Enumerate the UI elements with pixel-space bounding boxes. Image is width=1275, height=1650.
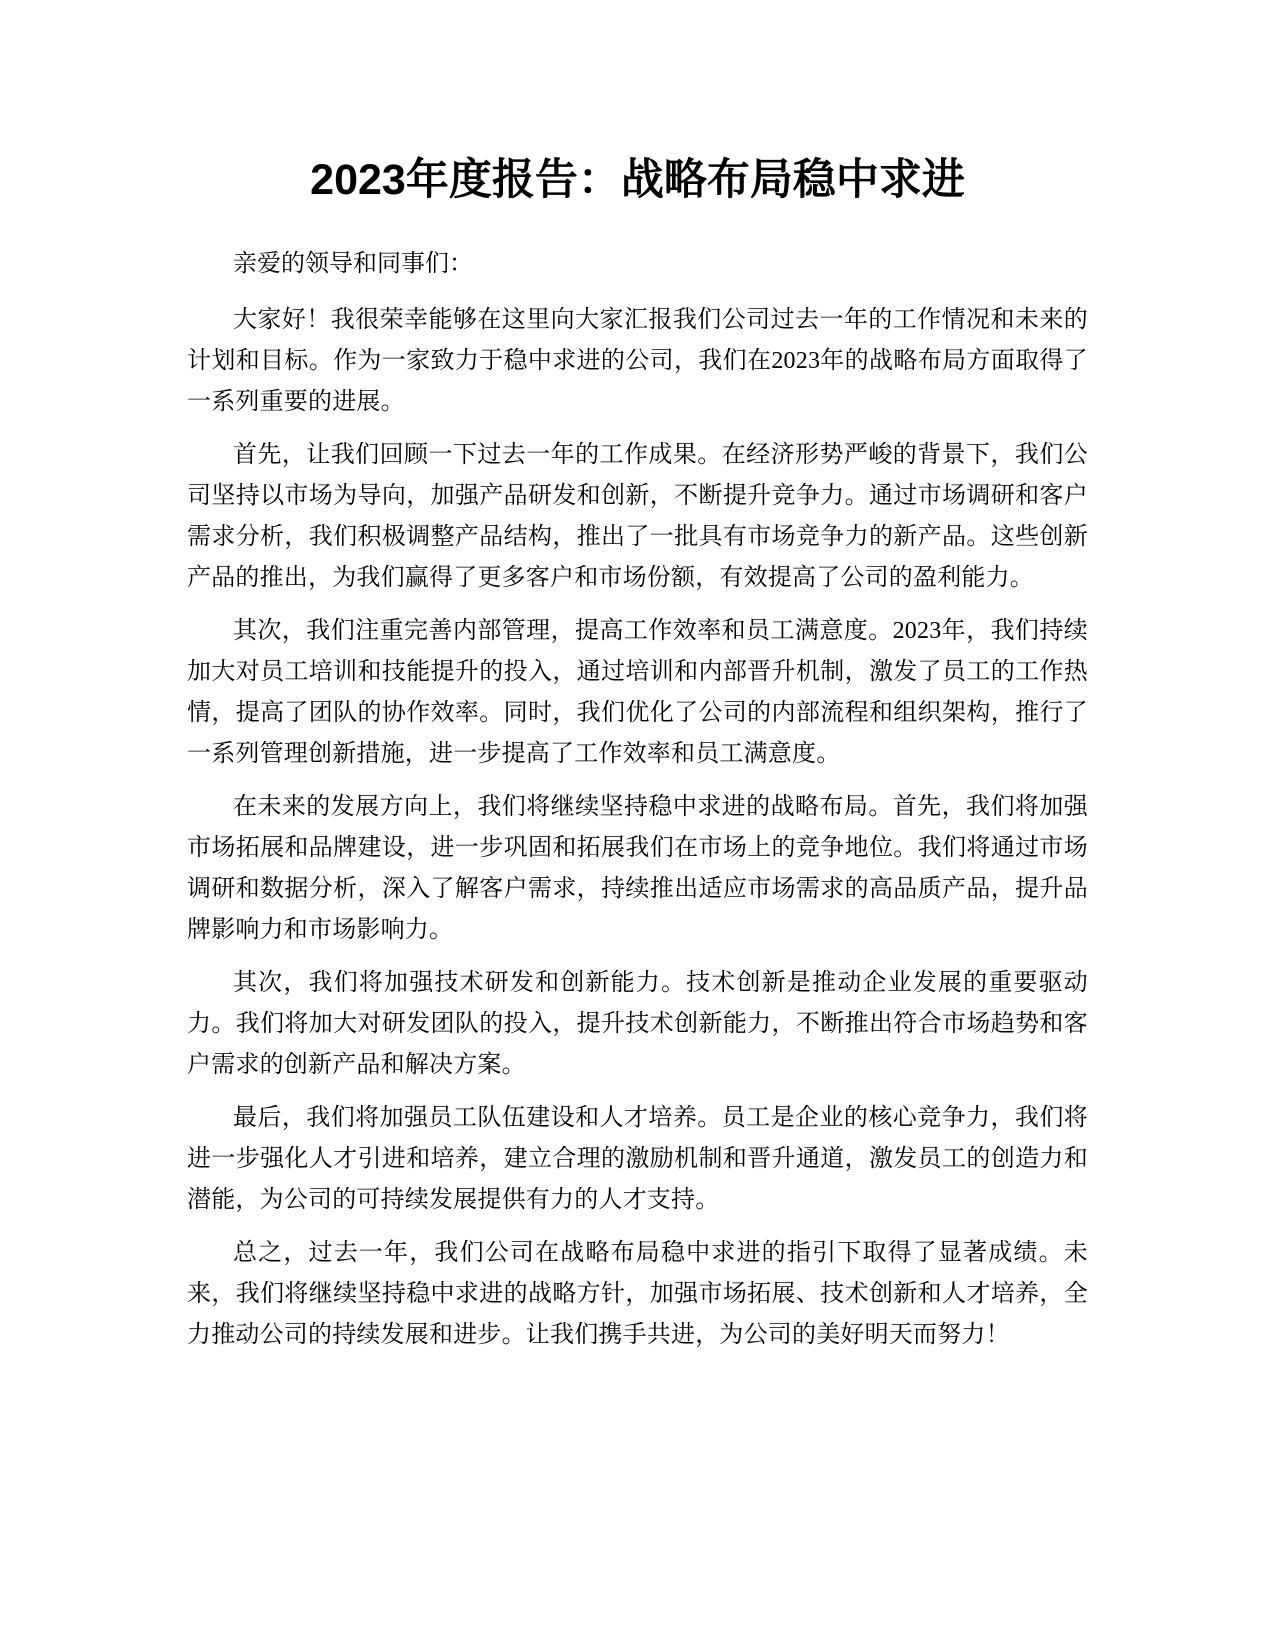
paragraph-achievements: 首先，让我们回顾一下过去一年的工作成果。在经济形势严峻的背景下，我们公司坚持以市场为导向，加强产品研发和创新，不断提升竞争力。通过市场调研和客户需求分析，我们积极调整产品结构，推出了一批具有市场竞争力的新产品。这些创新产品的推出，为我们赢得了更多客户和市场份额，有效提高了公司的盈利能力。 (187, 442, 1088, 591)
paragraph-technology: 其次，我们将加强技术研发和创新能力。技术创新是推动企业发展的重要驱动力。我们将加大对研发团队的投入，提升技术创新能力，不断推出符合市场趋势和客户需求的创新产品和解决方案。 (187, 970, 1088, 1078)
paragraph-internal-management: 其次，我们注重完善内部管理，提高工作效率和员工满意度。2023年，我们持续加大对员工培训和技能提升的投入，通过培训和内部晋升机制，激发了员工的工作热情，提高了团队的协作效率。同时，我们优化了公司的内部流程和组织架构，推行了一系列管理创新措施，进一步提高了工作效率和员工满意度。 (187, 618, 1088, 767)
paragraph-market-expansion: 在未来的发展方向上，我们将继续坚持稳中求进的战略布局。首先，我们将加强市场拓展和品牌建设，进一步巩固和拓展我们在市场上的竞争地位。我们将通过市场调研和数据分析，深入了解客户需求，持续推出适应市场需求的高品质产品，提升品牌影响力和市场影响力。 (187, 794, 1088, 943)
salutation: 亲爱的领导和同事们： (233, 251, 473, 277)
document-body (187, 240, 1088, 1368)
paragraph-conclusion: 总之，过去一年，我们公司在战略布局稳中求进的指引下取得了显著成绩。未来，我们将继续坚持稳中求进的战略方针，加强市场拓展、技术创新和人才培养，全力推动公司的持续发展和进步。让我们携手共进，为公司的美好明天而努力！ (187, 1240, 1088, 1348)
paragraph-talent: 最后，我们将加强员工队伍建设和人才培养。员工是企业的核心竞争力，我们将进一步强化人才引进和培养，建立合理的激励机制和晋升通道，激发员工的创造力和潜能，为公司的可持续发展提供有力的人才支持。 (187, 1105, 1088, 1213)
document-title: 2023年度报告：战略布局稳中求进 (310, 156, 965, 204)
paragraph-greeting: 大家好！我很荣幸能够在这里向大家汇报我们公司过去一年的工作情况和未来的计划和目标。作为一家致力于稳中求进的公司，我们在2023年的战略布局方面取得了一系列重要的进展。 (187, 307, 1088, 415)
